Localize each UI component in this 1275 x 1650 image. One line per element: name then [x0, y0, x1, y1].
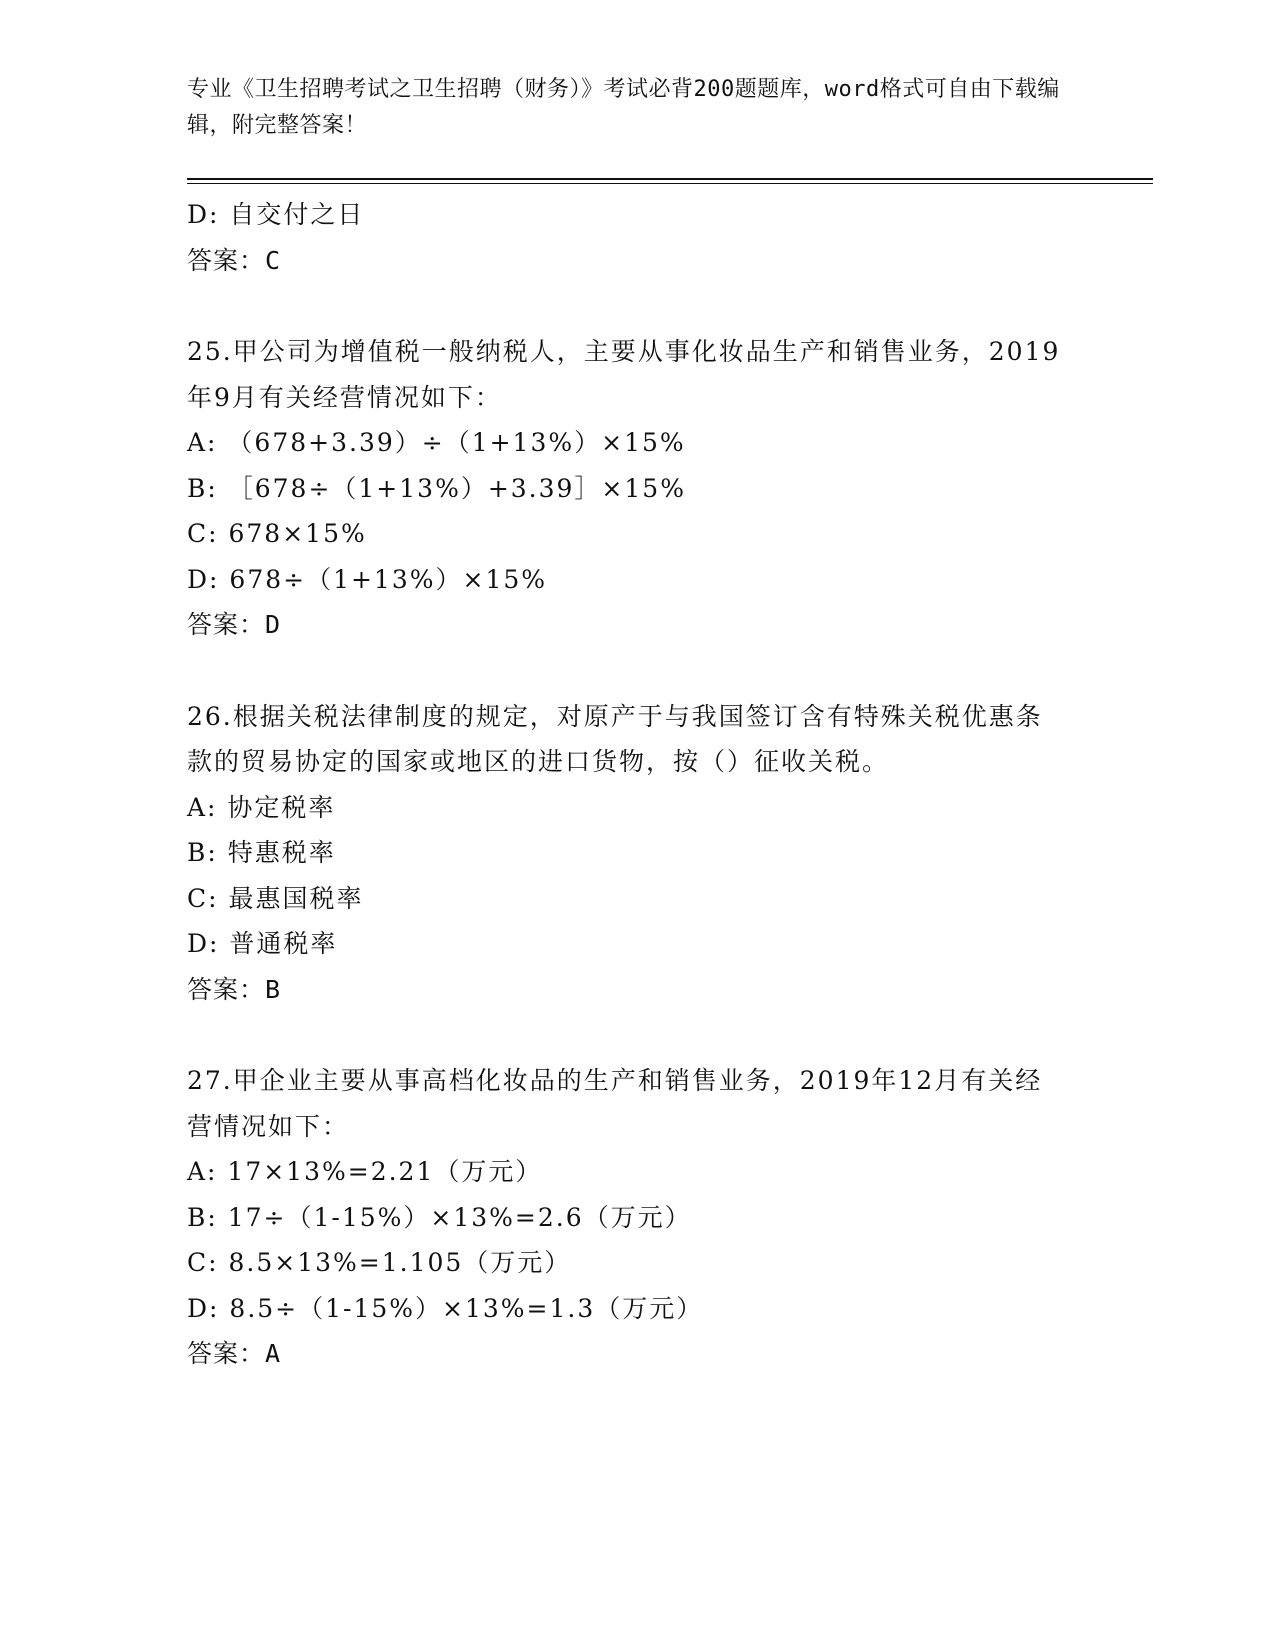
option-a: A: （678+3.39）÷（1+13%）×15%	[187, 428, 686, 457]
answer-line: 答案：A	[187, 1339, 282, 1368]
answer-line: 答案：D	[187, 610, 282, 639]
option-c: C: 678×15%	[187, 519, 367, 548]
spacer	[187, 648, 1087, 694]
answer-line: 答案：C	[187, 245, 282, 275]
option-b: B: 17÷（1-15%）×13%=2.6（万元）	[187, 1202, 692, 1232]
question-24-tail	[187, 192, 1087, 283]
question-26	[187, 694, 1087, 1013]
document-body	[187, 192, 1087, 1377]
option-b: B: 特惠税率	[187, 838, 336, 867]
spacer	[187, 1012, 1087, 1058]
question-stem: 25.甲公司为增值税一般纳税人，主要从事化妆品生产和销售业务，2019年9月有关经营情况如下：	[187, 337, 1061, 412]
header-rule-thick	[187, 178, 1153, 180]
spacer	[187, 283, 1087, 329]
option-d: D: 678÷（1+13%）×15%	[187, 564, 548, 594]
question-27	[187, 1058, 1087, 1377]
option-c: C: 最惠国税率	[187, 883, 364, 913]
question-stem: 27.甲企业主要从事高档化妆品的生产和销售业务，2019年12月有关经营情况如下：	[187, 1066, 1043, 1141]
option-d: D: 8.5÷（1-15%）×13%=1.3（万元）	[187, 1293, 704, 1323]
question-stem: 26.根据关税法律制度的规定，对原产于与我国签订含有特殊关税优惠条款的贸易协定的国家或地区的进口货物，按（）征收关税。	[187, 701, 1043, 776]
header-text: 专业《卫生招聘考试之卫生招聘（财务）》考试必背200题题库，word格式可自由下载编辑，附完整答案！	[187, 77, 1060, 138]
option-d: D: 普通税率	[187, 929, 338, 958]
option-b: B: ［678÷（1+13%）+3.39］×15%	[187, 473, 686, 503]
document-header	[187, 72, 1067, 144]
answer-line: 答案：B	[187, 974, 282, 1004]
header-rule-thin	[187, 183, 1153, 184]
option-d: D: 自交付之日	[187, 200, 365, 229]
question-25	[187, 329, 1087, 648]
option-a: A: 17×13%=2.21（万元）	[187, 1157, 543, 1186]
option-c: C: 8.5×13%=1.105（万元）	[187, 1248, 572, 1277]
option-a: A: 协定税率	[187, 792, 336, 822]
